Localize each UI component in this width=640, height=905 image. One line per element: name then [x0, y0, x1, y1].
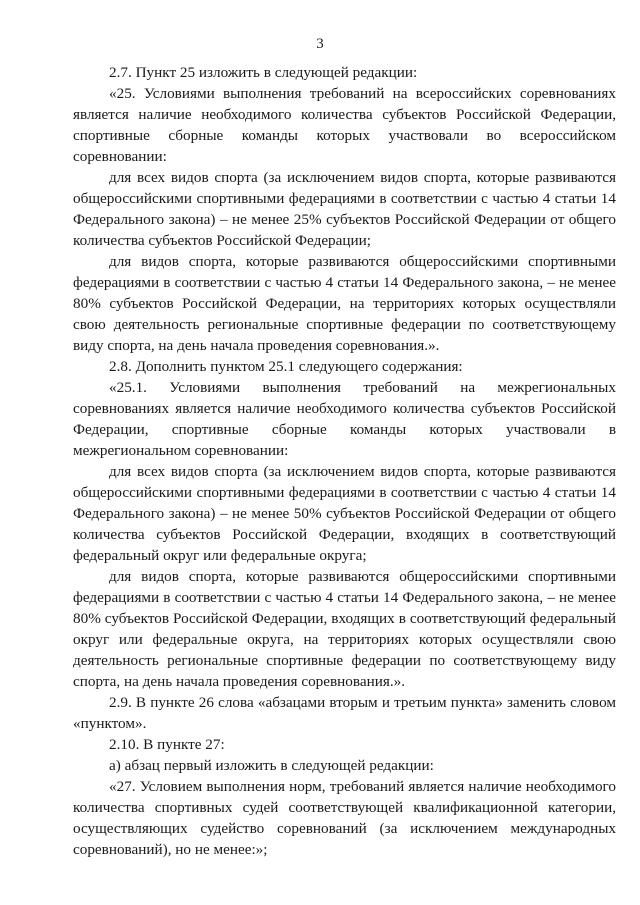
paragraph-2-10: 2.10. В пункте 27:: [109, 736, 225, 753]
paragraph-27: «27. Условием выполнения норм, требований является наличие необходимого количества спортивных судей соответствующей квалификационной категории, осуществляющих судейство соревнований (за исключением международных соревнований), но не менее:»;: [73, 778, 616, 858]
paragraph-25-federation-sports: для видов спорта, которые развиваются общероссийскими спортивными федерациями в соответствии с частью 4 статьи 14 Федерального закона, – не менее 80% субъектов Российской Федерации, на территориях которых осуществляли свою деятельность региональные спортивные федерации по соответствующему виду спорта, на день начала проведения соревнования.».: [73, 253, 616, 354]
document-body: [73, 62, 616, 860]
paragraph-25-1: «25.1. Условиями выполнения требований на межрегиональных соревнованиях является наличие необходимого количества субъектов Российской Федерации, спортивные сборные команды которых участвовали в межрегиональном соревновании:: [73, 379, 616, 459]
paragraph-25-all-sports: для всех видов спорта (за исключением видов спорта, которые развиваются общероссийскими спортивными федерациями в соответствии с частью 4 статьи 14 Федерального закона) – не менее 25% субъектов Российской Федерации от общего количества субъектов Российской Федерации;: [73, 169, 616, 249]
paragraph-2-10-a: а) абзац первый изложить в следующей редакции:: [109, 757, 434, 774]
paragraph-25-1-all-sports: для всех видов спорта (за исключением видов спорта, которые развиваются общероссийскими спортивными федерациями в соответствии с частью 4 статьи 14 Федерального закона) – не менее 50% субъектов Российской Федерации от общего количества субъектов Российской Федерации, входящих в соответствующий федеральный округ или федеральные округа;: [73, 463, 616, 564]
page-number: 3: [316, 36, 324, 52]
paragraph-25-1-federation-sports: для видов спорта, которые развиваются общероссийскими спортивными федерациями в соответствии с частью 4 статьи 14 Федерального закона, – не менее 80% субъектов Российской Федерации, входящих в соответствующий федеральный округ или федеральные округа, на территориях которых осуществляли свою деятельность региональные спортивные федерации по соответствующему виду спорта, на день начала проведения соревнования.».: [73, 568, 616, 690]
paragraph-25: «25. Условиями выполнения требований на всероссийских соревнованиях является наличие необходимого количества субъектов Российской Федерации, спортивные сборные команды которых участвовали во всероссийском соревновании:: [73, 85, 616, 165]
paragraph-2-7: 2.7. Пункт 25 изложить в следующей редакции:: [109, 64, 418, 81]
paragraph-2-8: 2.8. Дополнить пунктом 25.1 следующего содержания:: [109, 358, 463, 375]
paragraph-2-9: 2.9. В пункте 26 слова «абзацами вторым и третьим пункта» заменить словом «пунктом».: [73, 694, 616, 732]
